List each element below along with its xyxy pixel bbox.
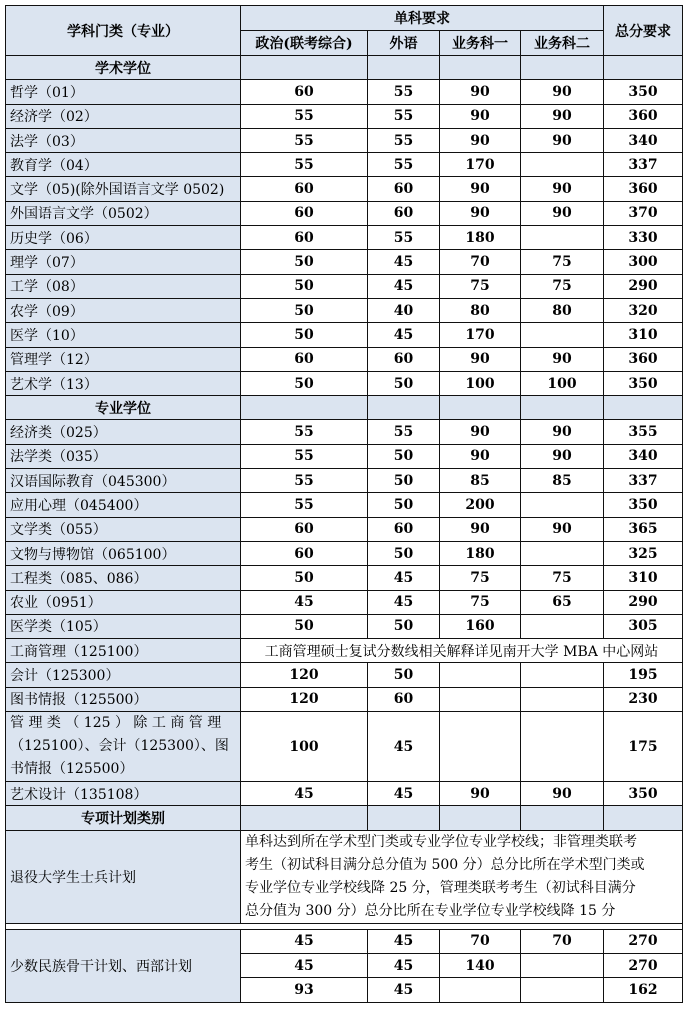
section-label: 学术学位 [6, 56, 241, 80]
cell-language: 60 [368, 687, 440, 711]
cell-language: 45 [368, 712, 440, 782]
row-name: 文学类（055） [6, 517, 241, 541]
cell-business2: 85 [521, 469, 604, 493]
cell-business1: 75 [440, 590, 521, 614]
cell-total: 340 [604, 444, 683, 468]
cell-politics: 45 [241, 590, 368, 614]
cell-total: 175 [604, 712, 683, 782]
row-name: 法学（03） [6, 128, 241, 152]
veteran-note [241, 830, 683, 923]
note-line: 单科达到所在学术型门类或专业学位专业学校线；非管理类联考 [245, 833, 637, 850]
cell-business1: 170 [440, 153, 521, 177]
row-name: 历史学（06） [6, 226, 241, 250]
cell-politics: 45 [241, 782, 368, 806]
table-row-art-design [6, 782, 683, 806]
table-row [6, 663, 683, 687]
table-row [6, 226, 683, 250]
row-name: 会计（125300） [6, 663, 241, 687]
table-row [6, 201, 683, 225]
note-line: 总分值为 300 分）总分比所在专业学位专业学校线降 15 分 [245, 902, 616, 919]
cell-business2: 90 [521, 128, 604, 152]
cell-business1: 75 [440, 566, 521, 590]
cell-total: 300 [604, 250, 683, 274]
cell-business1: 90 [440, 347, 521, 371]
cell-total: 290 [604, 274, 683, 298]
cell-politics: 93 [241, 978, 368, 1002]
cell-total: 365 [604, 517, 683, 541]
row-name: 图书情报（125500） [6, 687, 241, 711]
cell-politics: 60 [241, 177, 368, 201]
header-total: 总分要求 [604, 6, 683, 56]
cell-business1: 90 [440, 201, 521, 225]
row-name: 农业（0951） [6, 590, 241, 614]
cell-business1: 90 [440, 444, 521, 468]
cell-business1: 140 [440, 953, 521, 977]
cell-business1: 90 [440, 420, 521, 444]
cell-business2: 65 [521, 590, 604, 614]
cell-language: 60 [368, 517, 440, 541]
cell-business1: 180 [440, 541, 521, 565]
cell-total: 350 [604, 782, 683, 806]
cell-business1: 75 [440, 274, 521, 298]
table-row [6, 493, 683, 517]
table-row [6, 323, 683, 347]
cell-total: 355 [604, 420, 683, 444]
cell-politics: 60 [241, 226, 368, 250]
cell-business1: 90 [440, 128, 521, 152]
cell-language: 50 [368, 371, 440, 395]
cell-politics: 55 [241, 104, 368, 128]
cell-total: 195 [604, 663, 683, 687]
cell-business2: 90 [521, 80, 604, 104]
cell-total: 350 [604, 371, 683, 395]
row-name: 医学类（105） [6, 614, 241, 638]
row-name: 工学（08） [6, 274, 241, 298]
section-special [6, 806, 683, 830]
header-politics: 政治(联考综合) [241, 31, 368, 56]
cell-total: 310 [604, 323, 683, 347]
cell-politics: 120 [241, 687, 368, 711]
cell-language: 45 [368, 566, 440, 590]
row-name: 教育学（04） [6, 153, 241, 177]
table-row [6, 347, 683, 371]
name-line: （125100）、会计（125300）、图 [10, 738, 229, 755]
cell-business1 [440, 687, 521, 711]
name-line: 管 理 类 （ 125 ） 除 工 商 管 理 [10, 715, 222, 732]
cell-business2: 90 [521, 347, 604, 371]
table-row [6, 590, 683, 614]
section-academic [6, 56, 683, 80]
header-business2: 业务科二 [521, 31, 604, 56]
cell-politics: 60 [241, 80, 368, 104]
header-subject: 学科门类（专业） [6, 6, 241, 56]
row-name: 农学（09） [6, 298, 241, 322]
table-row [6, 250, 683, 274]
cell-business2 [521, 687, 604, 711]
cell-politics: 50 [241, 371, 368, 395]
table-row-veteran [6, 830, 683, 923]
row-name: 应用心理（045400） [6, 493, 241, 517]
cell-business1: 200 [440, 493, 521, 517]
cell-politics: 50 [241, 250, 368, 274]
cell-total: 360 [604, 104, 683, 128]
row-name: 工商管理（125100） [6, 639, 241, 663]
cell-business2: 90 [521, 517, 604, 541]
cell-language: 60 [368, 201, 440, 225]
cell-business1: 90 [440, 104, 521, 128]
cell-business2 [521, 663, 604, 687]
cell-business2 [521, 153, 604, 177]
cell-business1: 170 [440, 323, 521, 347]
note-line: 专业学位专业学校线降 25 分，管理类联考考生（初试科目满分 [245, 879, 636, 896]
cell-language: 55 [368, 153, 440, 177]
table-row [6, 420, 683, 444]
row-name: 退役大学生士兵计划 [6, 830, 241, 923]
cell-language: 55 [368, 226, 440, 250]
cell-language: 45 [368, 978, 440, 1002]
cell-politics: 50 [241, 298, 368, 322]
row-name: 艺术学（13） [6, 371, 241, 395]
row-name: 理学（07） [6, 250, 241, 274]
cell-language: 50 [368, 493, 440, 517]
cell-politics: 60 [241, 541, 368, 565]
table-row [6, 614, 683, 638]
cell-language: 45 [368, 929, 440, 953]
cell-politics: 45 [241, 929, 368, 953]
table-row-mgmt-other [6, 712, 683, 782]
row-name: 汉语国际教育（045300） [6, 469, 241, 493]
cell-language: 55 [368, 420, 440, 444]
section-professional [6, 396, 683, 420]
cell-business1: 70 [440, 929, 521, 953]
cell-language: 50 [368, 663, 440, 687]
cell-business2: 70 [521, 929, 604, 953]
table-body [6, 6, 683, 1003]
cell-total: 337 [604, 469, 683, 493]
cell-language: 50 [368, 541, 440, 565]
header-single: 单科要求 [241, 6, 604, 31]
cell-total: 337 [604, 153, 683, 177]
cell-business2 [521, 978, 604, 1002]
cell-total: 270 [604, 953, 683, 977]
cell-language: 55 [368, 104, 440, 128]
cell-business1: 85 [440, 469, 521, 493]
mba-note: 工商管理硕士复试分数线相关解释详见南开大学 MBA 中心网站 [241, 639, 683, 663]
cell-business2: 90 [521, 782, 604, 806]
row-name: 法学类（035） [6, 444, 241, 468]
cell-business2 [521, 614, 604, 638]
cell-total: 340 [604, 128, 683, 152]
header-row-1 [6, 6, 683, 31]
cell-business1: 80 [440, 298, 521, 322]
cell-politics: 55 [241, 469, 368, 493]
cell-business1: 90 [440, 517, 521, 541]
cell-total: 305 [604, 614, 683, 638]
table-row [6, 177, 683, 201]
cell-business1: 160 [440, 614, 521, 638]
cell-business2 [521, 493, 604, 517]
cell-total: 350 [604, 80, 683, 104]
cell-language: 45 [368, 590, 440, 614]
cell-business1: 90 [440, 177, 521, 201]
cell-business1: 70 [440, 250, 521, 274]
cell-business1: 180 [440, 226, 521, 250]
cell-politics: 45 [241, 953, 368, 977]
cell-business1 [440, 712, 521, 782]
cell-business2: 75 [521, 566, 604, 590]
table-row [6, 541, 683, 565]
table-row [6, 153, 683, 177]
cell-business2: 90 [521, 420, 604, 444]
cell-language: 40 [368, 298, 440, 322]
cell-language: 45 [368, 274, 440, 298]
table-row [6, 274, 683, 298]
table-row [6, 469, 683, 493]
table-row [6, 80, 683, 104]
cell-business1: 90 [440, 782, 521, 806]
cell-total: 290 [604, 590, 683, 614]
cell-politics: 50 [241, 274, 368, 298]
cell-business2 [521, 953, 604, 977]
cell-business2: 90 [521, 177, 604, 201]
cell-business2: 90 [521, 444, 604, 468]
cell-total: 330 [604, 226, 683, 250]
cell-politics: 55 [241, 420, 368, 444]
cell-politics: 60 [241, 201, 368, 225]
cell-total: 325 [604, 541, 683, 565]
header-language: 外语 [368, 31, 440, 56]
cell-total: 310 [604, 566, 683, 590]
table-row-mba [6, 639, 683, 663]
cell-business1 [440, 663, 521, 687]
section-label: 专项计划类别 [6, 806, 241, 830]
cell-language: 45 [368, 323, 440, 347]
row-name: 经济类（025） [6, 420, 241, 444]
table-row [6, 371, 683, 395]
cell-politics: 50 [241, 566, 368, 590]
cell-politics: 55 [241, 153, 368, 177]
cell-politics: 120 [241, 663, 368, 687]
row-name: 管理学（12） [6, 347, 241, 371]
cell-politics: 55 [241, 128, 368, 152]
cell-politics: 60 [241, 347, 368, 371]
table-row [6, 104, 683, 128]
cell-politics: 60 [241, 517, 368, 541]
cell-total: 370 [604, 201, 683, 225]
cell-politics: 100 [241, 712, 368, 782]
cell-politics: 55 [241, 444, 368, 468]
row-name: 医学（10） [6, 323, 241, 347]
cell-language: 55 [368, 80, 440, 104]
row-name: 哲学（01） [6, 80, 241, 104]
cell-business2: 90 [521, 201, 604, 225]
cell-politics: 50 [241, 323, 368, 347]
cell-business1: 90 [440, 80, 521, 104]
cell-total: 360 [604, 347, 683, 371]
score-requirements-table [5, 5, 683, 1003]
cell-business1 [440, 978, 521, 1002]
cell-business2: 90 [521, 104, 604, 128]
cell-language: 50 [368, 469, 440, 493]
row-name: 经济学（02） [6, 104, 241, 128]
cell-business2 [521, 226, 604, 250]
table-row [6, 444, 683, 468]
row-name: 少数民族骨干计划、西部计划 [6, 929, 241, 1002]
table-row [6, 687, 683, 711]
cell-total: 350 [604, 493, 683, 517]
cell-business2: 75 [521, 274, 604, 298]
row-name: 文学（05)(除外国语言文学 0502) [6, 177, 241, 201]
cell-total: 162 [604, 978, 683, 1002]
cell-politics: 50 [241, 614, 368, 638]
row-name-multiline [6, 712, 241, 782]
cell-total: 230 [604, 687, 683, 711]
cell-language: 45 [368, 250, 440, 274]
row-name: 艺术设计（135108） [6, 782, 241, 806]
cell-business2: 100 [521, 371, 604, 395]
cell-business1: 100 [440, 371, 521, 395]
note-line: 考生（初试科目满分总分值为 500 分）总分比所在学术型门类或 [245, 856, 645, 873]
cell-language: 50 [368, 614, 440, 638]
row-name: 外国语言文学（0502） [6, 201, 241, 225]
cell-total: 320 [604, 298, 683, 322]
cell-politics: 55 [241, 493, 368, 517]
table-row [6, 517, 683, 541]
cell-business2: 80 [521, 298, 604, 322]
table-row [6, 566, 683, 590]
cell-total: 360 [604, 177, 683, 201]
cell-business2 [521, 712, 604, 782]
cell-language: 60 [368, 347, 440, 371]
header-business1: 业务科一 [440, 31, 521, 56]
table-row [6, 128, 683, 152]
cell-language: 45 [368, 953, 440, 977]
cell-business2: 75 [521, 250, 604, 274]
row-name: 文物与博物馆（065100） [6, 541, 241, 565]
cell-language: 55 [368, 128, 440, 152]
cell-total: 270 [604, 929, 683, 953]
cell-business2 [521, 541, 604, 565]
name-line: 书情报（125500） [10, 761, 134, 778]
cell-language: 60 [368, 177, 440, 201]
row-name: 工程类（085、086） [6, 566, 241, 590]
cell-business2 [521, 323, 604, 347]
table-row-minority-1 [6, 929, 683, 953]
cell-language: 45 [368, 782, 440, 806]
cell-language: 50 [368, 444, 440, 468]
table-row [6, 298, 683, 322]
section-label: 专业学位 [6, 396, 241, 420]
